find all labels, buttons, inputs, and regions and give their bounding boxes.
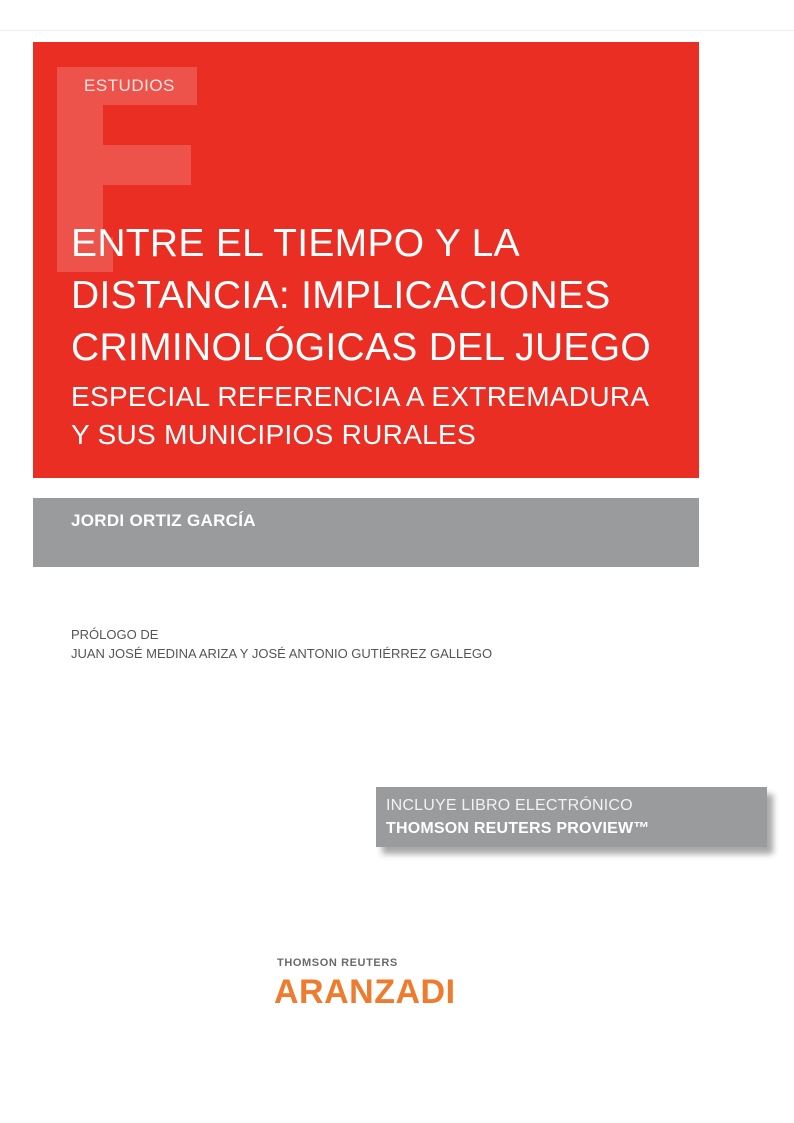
title-line: ENTRE EL TIEMPO Y LA xyxy=(71,222,520,265)
subtitle-line: Y SUS MUNICIPIOS RURALES xyxy=(71,419,476,450)
prologue-credit xyxy=(71,625,492,663)
ebook-badge xyxy=(376,787,767,847)
cover-title-block xyxy=(33,42,699,478)
e-mark-middle-arm xyxy=(103,145,191,185)
author-band xyxy=(33,498,699,567)
title-line: CRIMINOLÓGICAS DEL JUEGO xyxy=(71,326,652,369)
ebook-includes-text: INCLUYE LIBRO ELECTRÓNICO xyxy=(386,797,633,814)
subtitle-line: ESPECIAL REFERENCIA A EXTREMADURA xyxy=(71,381,650,412)
prologue-names: JUAN JOSÉ MEDINA ARIZA Y JOSÉ ANTONIO GUTIÉRREZ GALLEGO xyxy=(71,646,493,661)
ebook-product-name: THOMSON REUTERS PROVIEW™ xyxy=(386,820,650,837)
book-title xyxy=(71,218,691,374)
title-line: DISTANCIA: IMPLICACIONES xyxy=(71,274,611,317)
publisher-logo: ARANZADI xyxy=(274,973,456,1011)
series-label: ESTUDIOS xyxy=(84,76,175,95)
top-strip xyxy=(0,0,794,31)
book-subtitle xyxy=(71,378,691,454)
author-name: JORDI ORTIZ GARCÍA xyxy=(71,511,256,530)
prologue-label: PRÓLOGO DE xyxy=(71,627,159,642)
publisher-parent-logo: THOMSON REUTERS xyxy=(277,957,398,969)
